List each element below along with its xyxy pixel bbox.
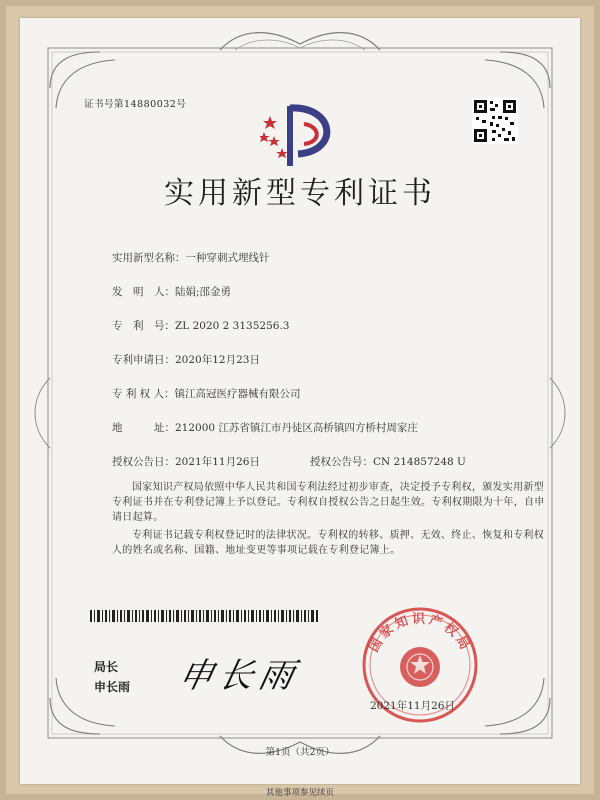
footer-note: 其他事项参见续页	[265, 788, 334, 798]
director-title: 局长	[94, 660, 119, 674]
seal-date: 2021年11月26日	[370, 700, 455, 712]
field-address: 地 址：212000 江苏省镇江市丹徒区高桥镇四方桥村周家庄	[112, 422, 418, 434]
legal-paragraph-1: 国家知识产权局依照中华人民共和国专利法经过初步审查，决定授予专利权，颁发实用新型专利证书并在专利登记簿上予以登记。专利权自授权公告之日起生效。专利权期限为十年，自申请日起算。	[112, 482, 545, 523]
field-utility-model-name: 实用新型名称：一种穿刺式埋线针	[112, 252, 270, 264]
field-inventor: 发 明 人：陆娟;邵金勇	[112, 286, 232, 298]
certificate-paper	[20, 18, 580, 784]
field-grant-number: 授权公告号：CN 214857248 U	[310, 456, 466, 468]
field-filing-date: 专利申请日：2020年12月23日	[112, 354, 260, 366]
page-number: 第1页（共2页）	[265, 747, 335, 758]
field-patentee: 专 利 权 人：镇江高冠医疗器械有限公司	[112, 388, 301, 400]
handwritten-signature: 申长雨	[175, 656, 304, 696]
cnipa-logo-icon	[260, 96, 350, 176]
qr-code-icon	[472, 98, 518, 144]
certificate-title: 实用新型专利证书	[164, 176, 436, 211]
seal-text: 国家知识产权局	[366, 612, 474, 655]
field-grant-date: 授权公告日：2021年11月26日	[112, 456, 260, 468]
certificate-number: 证书号第14880032号	[84, 99, 187, 110]
director-name: 申长雨	[94, 680, 131, 694]
legal-paragraph-2: 专利证书记载专利权登记时的法律状况。专利权的转移、质押、无效、终止、恢复和专利权人的姓名或名称、国籍、地址变更等事项记载在专利登记簿上。	[112, 530, 544, 556]
barcode-icon	[90, 610, 320, 622]
field-patent-number: 专 利 号：ZL 2020 2 3135256.3	[112, 320, 290, 332]
